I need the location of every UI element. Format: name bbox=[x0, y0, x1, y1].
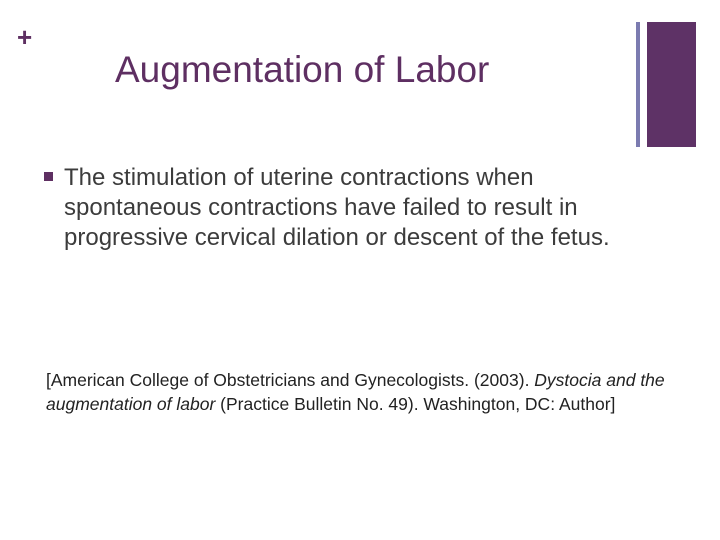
bullet-item bbox=[44, 163, 624, 253]
accent-bar-thick bbox=[647, 22, 696, 147]
citation-title: Dystocia and the augmentation of labor bbox=[46, 370, 665, 414]
slide-title: Augmentation of Labor bbox=[115, 49, 490, 90]
bullet-text: The stimulation of uterine contractions when spontaneous contractions have failed to result in progressive cervical dilation or descent of the fetus. bbox=[64, 164, 610, 251]
citation-part-1: [American College of Obstetricians and Gynecologists. (2003). bbox=[46, 370, 535, 390]
plus-icon: + bbox=[17, 22, 33, 52]
citation-part-2: (Practice Bulletin No. 49). Washington, DC: Author] bbox=[215, 394, 616, 414]
square-bullet-icon bbox=[44, 172, 53, 181]
citation bbox=[46, 368, 686, 416]
accent-bar-thin bbox=[636, 22, 640, 147]
